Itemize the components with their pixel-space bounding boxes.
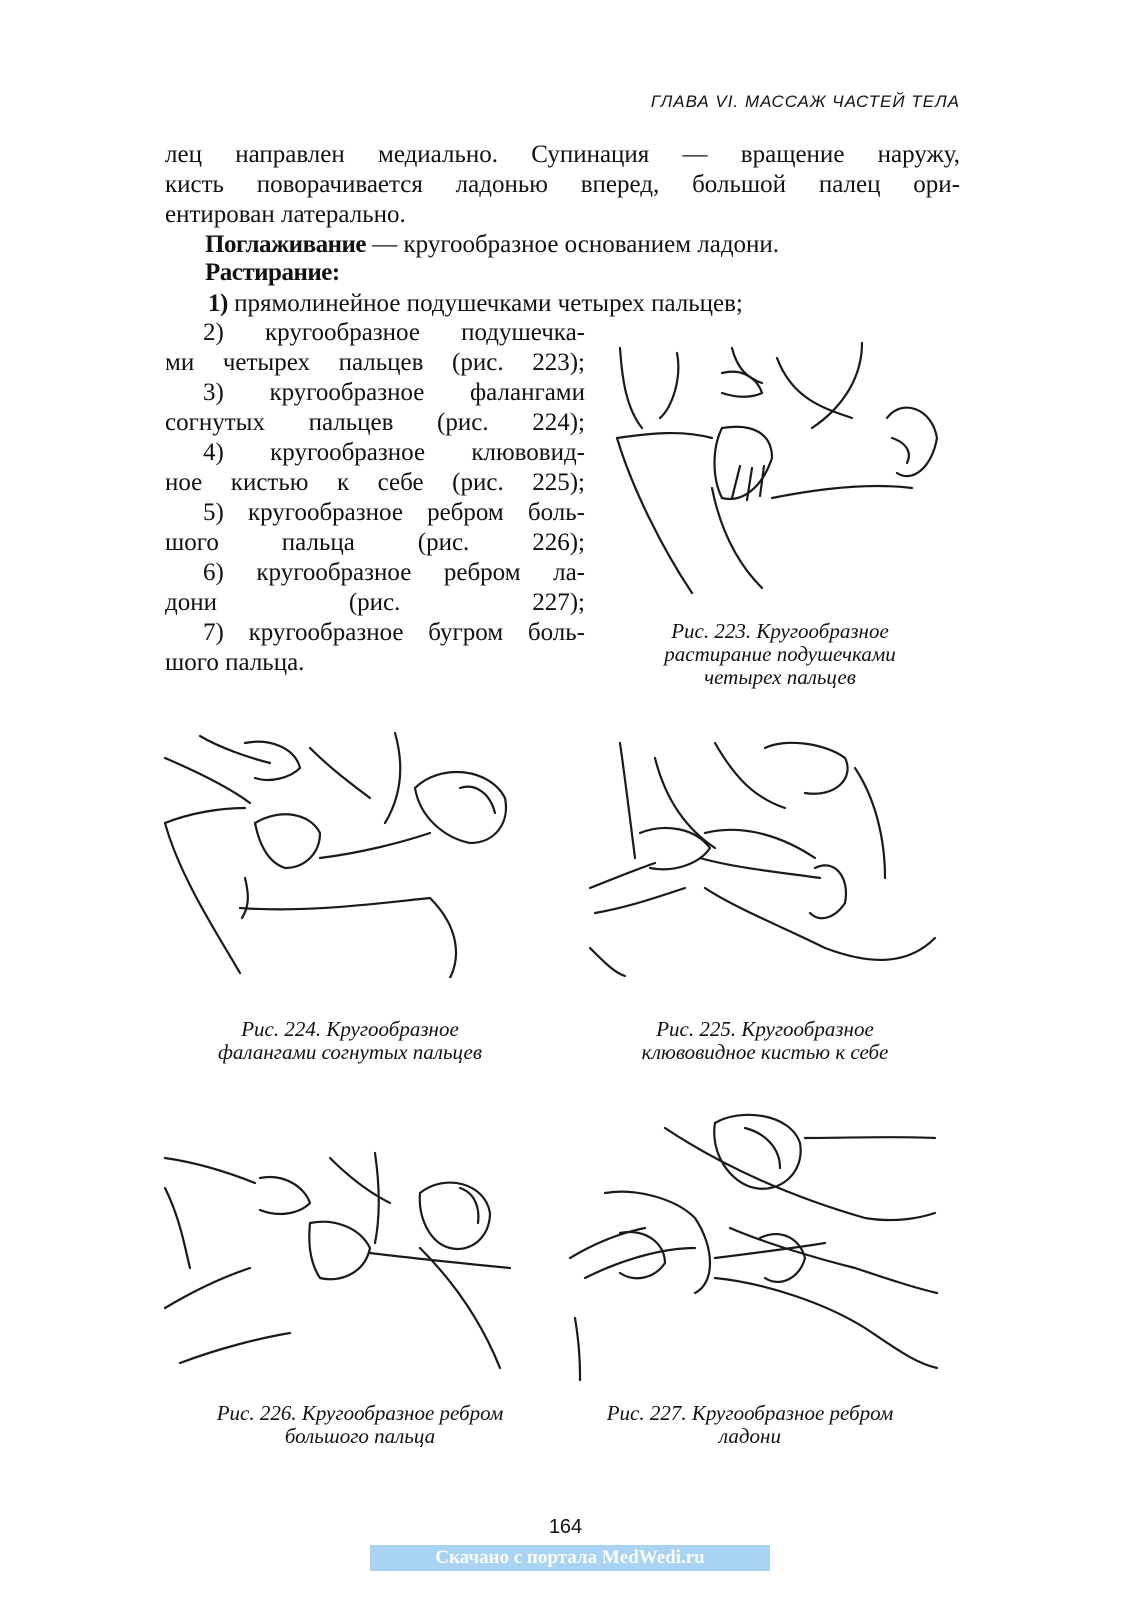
item-line: 6) кругообразное ребром ла- (203, 559, 585, 586)
item-number: 1) (208, 290, 228, 317)
caption-line: большого пальца (284, 1424, 436, 1448)
caption-line: Рис. 227. Кругообразное ребром (606, 1401, 894, 1425)
caption-line: Рис. 223. Кругообразное (671, 619, 889, 643)
list-item (165, 438, 585, 498)
figure-226-caption (160, 1402, 560, 1448)
caption-line: четырех пальцев (704, 665, 856, 689)
figure-225-illustration (585, 738, 940, 978)
massage-illustration-icon (565, 1108, 940, 1383)
running-header: ГЛАВА VI. МАССАЖ ЧАСТЕЙ ТЕЛА (650, 92, 960, 111)
caption-line: Рис. 226. Кругообразное ребром (216, 1401, 504, 1425)
rubbing-heading: Растирание: (205, 259, 340, 286)
item-line: ми четырех пальцев (рис. 223); (165, 349, 585, 376)
rubbing-list (165, 318, 585, 678)
figure-223-illustration (612, 338, 940, 600)
massage-illustration-icon (160, 1148, 532, 1383)
list-item (165, 318, 585, 378)
caption-line: растирание подушечками (664, 642, 896, 666)
massage-illustration-icon (160, 728, 532, 978)
list-item (165, 498, 585, 558)
figure-227-illustration (565, 1108, 940, 1383)
figure-223-caption (620, 620, 940, 689)
item-line: 7) кругообразное бугром боль- (203, 619, 585, 646)
item-line: дони (рис. 227); (165, 589, 585, 616)
item-line: ное кистью к себе (рис. 225); (165, 469, 585, 496)
intro-paragraph (165, 140, 960, 230)
item-line: 5) кругообразное ребром боль- (203, 499, 585, 526)
figure-226-illustration (160, 1148, 532, 1383)
item-line: шого пальца (рис. 226); (165, 529, 585, 556)
page-number: 164 (548, 1516, 583, 1538)
caption-line: ладони (719, 1424, 781, 1448)
list-item (165, 378, 585, 438)
figure-224-illustration (160, 728, 532, 978)
stroking-term: Поглаживание (205, 231, 366, 258)
list-item (165, 618, 585, 678)
intro-line: кисть поворачивается ладонью вперед, большой палец ори- (165, 171, 960, 198)
intro-line: лец направлен медиально. Супинация — вращение наружу, (165, 141, 960, 168)
massage-illustration-icon (612, 338, 940, 600)
caption-line: Рис. 224. Кругообразное (241, 1017, 459, 1041)
item-line: 4) кругообразное клювовид- (203, 439, 585, 466)
figure-227-caption (585, 1402, 915, 1448)
stroking-line (205, 230, 885, 260)
caption-line: клювовидное кистью к себе (641, 1040, 889, 1064)
figure-224-caption (160, 1018, 540, 1064)
figure-225-caption (590, 1018, 940, 1064)
item-line: 3) кругообразное фалангами (203, 379, 585, 406)
item-text: прямолинейное подушечками четырех пальцев; (227, 290, 743, 317)
caption-line: Рис. 225. Кругообразное (656, 1017, 874, 1041)
caption-line: фалангами согнутых пальцев (218, 1040, 482, 1064)
download-banner[interactable]: Скачано с портала MedWedi.ru (370, 1545, 770, 1571)
list-item (165, 558, 585, 618)
massage-illustration-icon (585, 738, 940, 978)
intro-line: ентирован латерально. (165, 201, 406, 228)
stroking-text: — кругообразное основанием ладони. (366, 231, 780, 258)
rubbing-item-1 (208, 289, 908, 319)
item-line: 2) кругообразное подушечка- (203, 319, 585, 346)
item-line: согнутых пальцев (рис. 224); (165, 409, 585, 436)
item-line: шого пальца. (165, 649, 305, 676)
